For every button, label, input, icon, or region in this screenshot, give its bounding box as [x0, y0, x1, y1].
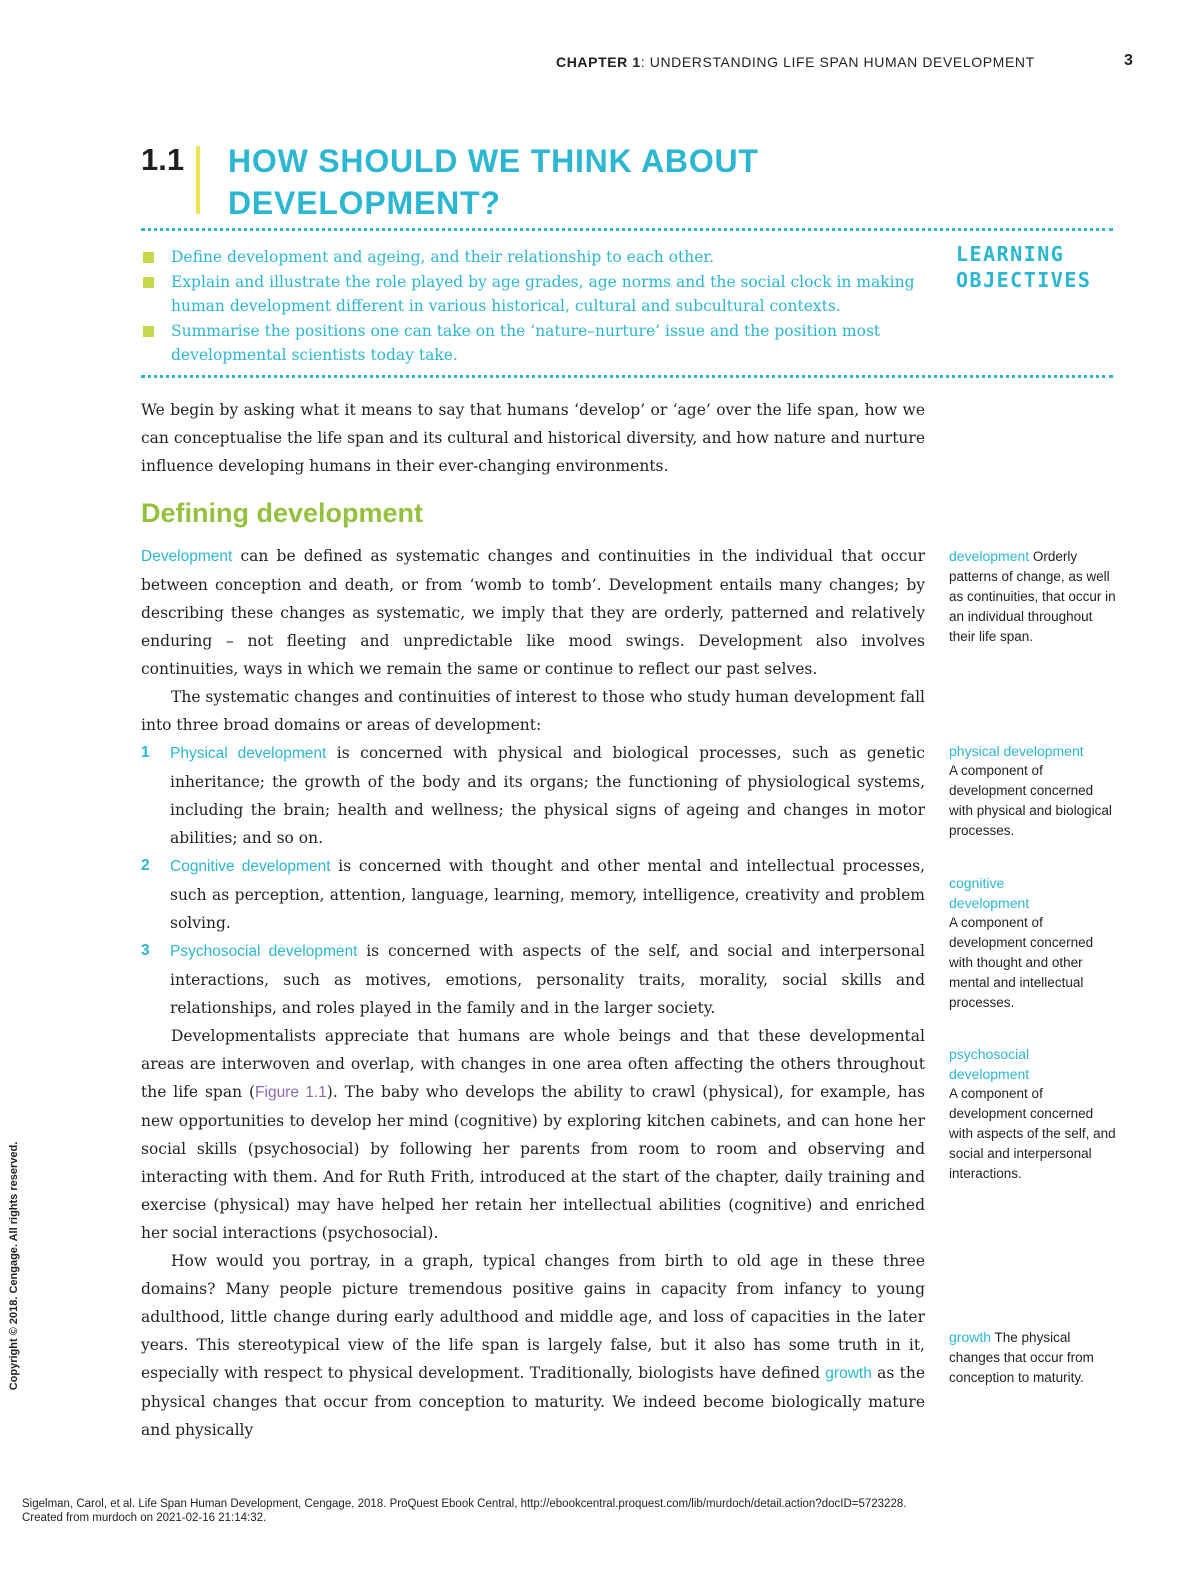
glossary-term: cognitive development: [949, 875, 1030, 911]
glossary-term: physical development: [949, 743, 1084, 759]
glossary-term: development: [949, 548, 1030, 564]
key-term: Physical development: [170, 745, 327, 762]
page-number: 3: [1124, 52, 1133, 69]
citation-footer: [22, 1497, 1172, 1525]
learning-objective: Summarise the positions one can take on the ‘nature–nurture’ issue and the position most developmental scientists today take.: [141, 319, 931, 368]
section-divider-bar: [196, 146, 200, 214]
domains-list: [141, 739, 925, 1022]
running-head: [556, 54, 1146, 70]
square-bullet-icon: [143, 252, 154, 263]
margin-definition-development: development Orderly patterns of change, as well as continuities, that occur in an individual throughout their life span.: [949, 548, 1116, 644]
key-term: Cognitive development: [170, 858, 331, 875]
key-term: Psychosocial development: [170, 943, 358, 960]
chapter-title: : UNDERSTANDING LIFE SPAN HUMAN DEVELOPMENT: [640, 54, 1035, 70]
body-text: [141, 542, 925, 1444]
margin-definition-cognitive-development: cognitive development A component of development concerned with thought and other mental and intellectual processes.: [949, 875, 1094, 1010]
list-number: 3: [141, 942, 150, 959]
square-bullet-icon: [143, 326, 154, 337]
chapter-label: CHAPTER 1: [556, 54, 641, 70]
learning-objectives-list: [141, 245, 931, 368]
intro-paragraph: We begin by asking what it means to say that humans ‘develop’ or ‘age’ over the life span, how we can conceptualise the life span and its cultural and historical diversity, and how nature and nurture influence developing humans in their ever-changing environments.: [141, 401, 925, 475]
paragraph: How would you portray, in a graph, typical changes from birth to old age in these three domains? Many people picture tremendous positive gains in capacity from infancy to young adulthood, little change during early adulthood and middle age, and loss of capacities in the later years. This stereotypical view of the life span is largely false, but it also has some truth in it, especially with respect to physical development. Traditionally, biologists have defined growth as the physical changes that occur from conception to maturity. We indeed become biologically mature and physically: [141, 1252, 925, 1439]
section-number: 1.1: [141, 142, 185, 177]
learning-objectives-label: LEARNING OBJECTIVES: [956, 242, 1092, 292]
margin-definition-physical-development: physical development A component of development concerned with physical and biological processes.: [949, 741, 1119, 841]
list-item: 3 Psychosocial development is concerned with aspects of the self, and social and interpersonal interactions, such as motives, emotions, personality traits, morality, social skills and relationships, and roles played in the family and in the larger society.: [141, 937, 925, 1022]
citation-line: Sigelman, Carol, et al. Life Span Human Development, Cengage, 2018. ProQuest Ebook Central, http://ebookcentral.proquest.com/lib/murdoch/detail.action?docID=5723228.: [22, 1498, 907, 1510]
margin-definition-psychosocial-development: psychosocial development A component of development concerned with aspects of the self, and social and interpersonal interactions.: [949, 1046, 1116, 1181]
key-term: Development: [141, 548, 233, 565]
glossary-term: psychosocial development: [949, 1046, 1030, 1082]
glossary-term: growth: [949, 1329, 992, 1345]
section-title: HOW SHOULD WE THINK ABOUT DEVELOPMENT?: [228, 143, 759, 221]
square-bullet-icon: [143, 277, 154, 288]
paragraph: The systematic changes and continuities of interest to those who study human development fall into three broad domains or areas of development:: [141, 688, 925, 734]
key-term: growth: [825, 1365, 872, 1382]
subheading: Defining development: [141, 498, 424, 528]
figure-reference-link[interactable]: Figure 1.1: [255, 1084, 327, 1101]
dotted-rule-top: [141, 228, 1113, 231]
margin-definition-growth: growth The physical changes that occur from conception to maturity.: [949, 1329, 1094, 1385]
paragraph: Development can be defined as systematic changes and continuities in the individual that occur between conception and death, or from ‘womb to tomb’. Development entails many changes; by describing these changes as systematic, we imply that they are orderly, patterned and relatively enduring – not fleeting and unpredictable like mood swings. Development also involves continuities, ways in which we remain the same or continue to reflect our past selves.: [141, 547, 925, 678]
list-item: 1 Physical development is concerned with physical and biological processes, such as genetic inheritance; the growth of the body and its organs; the functioning of physiological systems, including the brain; health and wellness; the physical signs of ageing and changes in motor abilities; and so on.: [141, 739, 925, 852]
list-item: 2 Cognitive development is concerned with thought and other mental and intellectual processes, such as perception, attention, language, learning, memory, intelligence, creativity and problem solving.: [141, 852, 925, 937]
created-line: Created from murdoch on 2021-02-16 21:14:32.: [22, 1512, 267, 1524]
learning-objective: Explain and illustrate the role played by age grades, age norms and the social clock in making human development different in various historical, cultural and subcultural contexts.: [141, 270, 931, 319]
list-number: 2: [141, 857, 150, 874]
paragraph: Developmentalists appreciate that humans are whole beings and that these developmental areas are interwoven and overlap, with changes in one area often affecting the others throughout the life span (Figure 1.1). The baby who develops the ability to crawl (physical), for example, has new opportunities to develop her mind (cognitive) by exploring kitchen cabinets, and can hone her social skills (psychosocial) by following her parents from room to room and observing and interacting with them. And for Ruth Frith, introduced at the start of the chapter, daily training and exercise (physical) may have helped her retain her intellectual abilities (cognitive) and enriched her social interactions (psychosocial).: [141, 1027, 925, 1242]
copyright-notice: Copyright © 2018. Cengage. All rights reserved.: [8, 1141, 20, 1391]
list-number: 1: [141, 744, 150, 761]
dotted-rule-bottom: [141, 375, 1113, 378]
learning-objective: Define development and ageing, and their relationship to each other.: [141, 245, 931, 270]
